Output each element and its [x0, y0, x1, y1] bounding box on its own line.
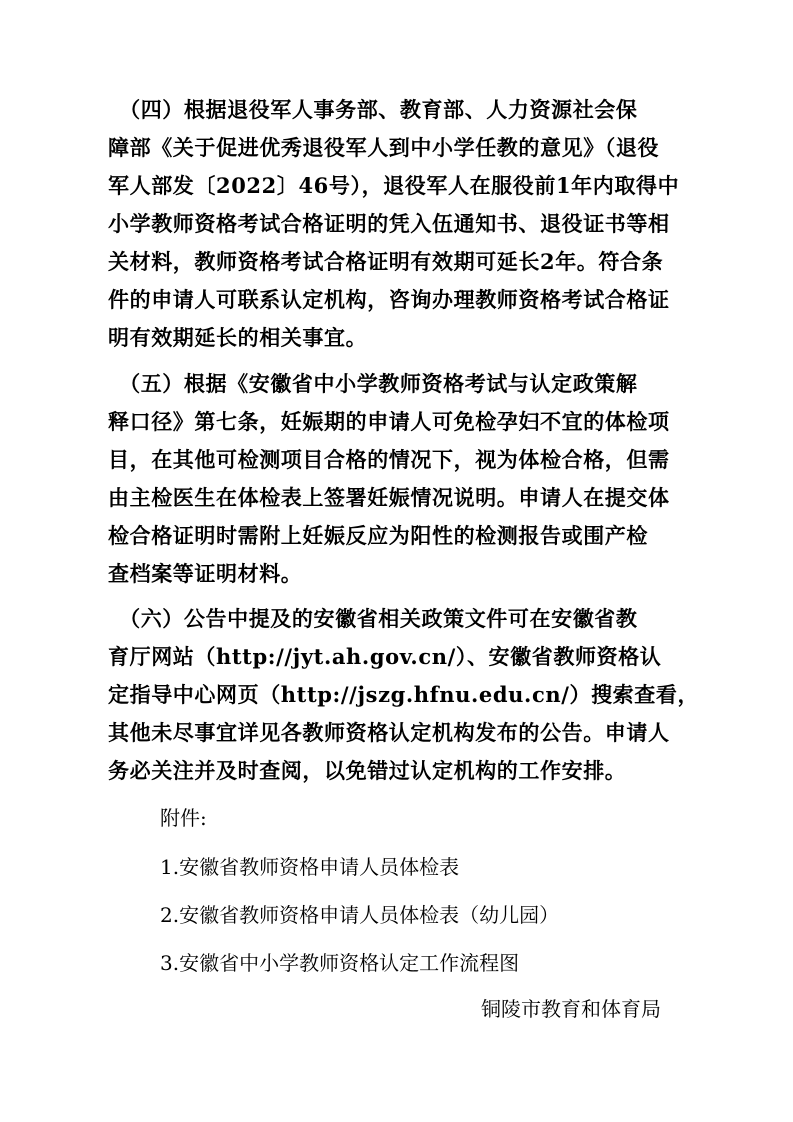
paragraph-line: （六）公告中提及的安徽省相关政策文件可在安徽省教	[108, 606, 638, 631]
paragraph-line: （五）根据《安徽省中小学教师资格考试与认定政策解	[108, 371, 638, 396]
paragraph-line: 目，在其他可检测项目合格的情况下，视为体检合格，但需	[108, 447, 670, 472]
attachment-item: 3.安徽省中小学教师资格认定工作流程图	[160, 951, 520, 975]
attachment-item: 1.安徽省教师资格申请人员体检表	[160, 855, 460, 879]
paragraph-line: 障部《关于促进优秀退役军人到中小学任教的意见》（退役	[108, 135, 660, 160]
paragraph-line: 务必关注并及时查阅，以免错过认定机构的工作安排。	[108, 758, 627, 783]
paragraph-line: 明有效期延长的相关事宜。	[108, 325, 368, 350]
attachment-item: 2.安徽省教师资格申请人员体检表（幼儿园）	[160, 903, 560, 927]
paragraph-line: 定指导中心网页（http://jszg.hfnu.edu.cn/）搜索查看，	[108, 682, 700, 707]
paragraph-line: 小学教师资格考试合格证明的凭入伍通知书、退役证书等相	[108, 211, 670, 236]
attachments-label: 附件:	[160, 806, 207, 830]
paragraph-line: 释口径》第七条，妊娠期的申请人可免检孕妇不宜的体检项	[108, 409, 670, 434]
paragraph-line: 其他未尽事宜详见各教师资格认定机构发布的公告。申请人	[108, 720, 670, 745]
issuer-signature: 铜陵市教育和体育局	[481, 997, 661, 1021]
paragraph-line: 查档案等证明材料。	[108, 561, 303, 586]
paragraph-line: 检合格证明时需附上妊娠反应为阳性的检测报告或围产检	[108, 523, 648, 548]
paragraph-line: 关材料，教师资格考试合格证明有效期可延长2年。符合条	[108, 249, 664, 274]
paragraph-line: 育厅网站（http://jyt.ah.gov.cn/）、安徽省教师资格认	[108, 644, 662, 669]
paragraph-line: 军人部发〔2022〕46号），退役军人在服役前1年内取得中	[108, 173, 680, 198]
paragraph-line: 由主检医生在体检表上签署妊娠情况说明。申请人在提交体	[108, 485, 670, 510]
paragraph-line: 件的申请人可联系认定机构，咨询办理教师资格考试合格证	[108, 287, 670, 312]
paragraph-line: （四）根据退役军人事务部、教育部、人力资源社会保	[108, 97, 638, 122]
